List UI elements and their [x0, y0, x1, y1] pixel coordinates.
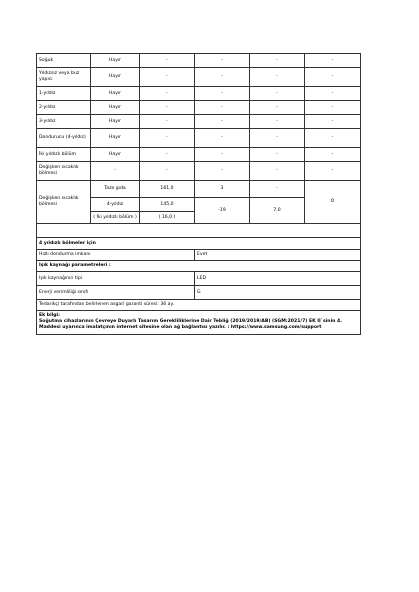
compartment-row [37, 115, 361, 129]
cell: 3 [195, 181, 250, 198]
compartment-cell: - [195, 54, 250, 68]
compartment-cell: Hayır [91, 148, 140, 162]
compartment-cell: - [140, 68, 195, 87]
compartment-cell: - [195, 68, 250, 87]
compartment-cell: - [140, 54, 195, 68]
compartment-cell: - [305, 148, 361, 162]
extra-info-title: Ek bilgi: [39, 313, 60, 318]
fast-freeze-value: Evet [195, 250, 361, 261]
light-type-label: Işık kaynağının tipi [37, 272, 195, 286]
compartment-row [37, 101, 361, 115]
compartment-row [37, 54, 361, 68]
compartment-cell: - [250, 129, 305, 148]
extra-info [37, 311, 361, 335]
compartment-cell: - [195, 87, 250, 101]
compartment-cell: - [140, 115, 195, 129]
light-header: Işık kaynağı parametreleri : [37, 261, 361, 272]
compartment-cell: Hayır [91, 87, 140, 101]
compartment-row [37, 68, 361, 87]
compartment-cell: - [250, 54, 305, 68]
compartment-cell: Hayır [91, 54, 140, 68]
compartment-cell: - [305, 115, 361, 129]
compartment-cell: Hayır [91, 68, 140, 87]
compartment-row [37, 87, 361, 101]
compartment-cell: - [195, 129, 250, 148]
product-info-sheet [36, 53, 360, 335]
compartment-label: 2-yıldız [37, 101, 91, 115]
variable-label: Değişken sıcaklık bölmesi [37, 181, 91, 224]
compartment-label: Soğuk [37, 54, 91, 68]
fast-freeze-label: Hızlı dondurma imkanı [37, 250, 195, 261]
compartment-row [37, 162, 361, 181]
compartment-cell: - [140, 87, 195, 101]
compartment-cell: - [305, 129, 361, 148]
extra-info-text: Soğutma cihazlarının Çevreye Duyarlı Tasarım Gerekliliklerine Dair Tebliğ (2019/2019/AB) (SGM:2021/7) EK II`sinin 4. Maddesi uyarınca imalatçının internet sitesine olan ağ bağlantısı yazılır. : https://www.samsung.com/support [39, 319, 342, 330]
variable-sub-name: Taze gıda [91, 181, 140, 198]
compartment-label: Değişken sıcaklık bölmesi [37, 162, 91, 181]
compartment-label: Dondurucu (4-yıldız) [37, 129, 91, 148]
compartment-cell: - [305, 54, 361, 68]
compartment-label: İki yıldızlı bölüm [37, 148, 91, 162]
energy-class-label: Enerji verimliliği sınıfı [37, 286, 195, 300]
variable-v4: O [305, 181, 361, 224]
cell: 7,0 [250, 198, 305, 224]
compartment-cell: - [140, 148, 195, 162]
cell: 161,0 [140, 181, 195, 198]
cell: - [250, 181, 305, 198]
compartment-cell: - [305, 101, 361, 115]
compartment-cell: - [305, 68, 361, 87]
compartment-cell: - [195, 148, 250, 162]
compartment-row [37, 129, 361, 148]
cell: -19 [195, 198, 250, 224]
variable-sub-name: ( İki yıldızlı bölüm ) [91, 212, 140, 224]
energy-class-value: G [195, 286, 361, 300]
cell: 145,0 [140, 198, 195, 212]
light-type-value: LED [195, 272, 361, 286]
spacer-row [37, 224, 361, 238]
compartment-cell: - [140, 162, 195, 181]
compartment-cell: - [140, 101, 195, 115]
compartment-cell: - [250, 162, 305, 181]
compartment-cell: - [250, 115, 305, 129]
compartment-cell: - [250, 101, 305, 115]
variable-sub-name: 4-yıldız [91, 198, 140, 212]
compartment-label: 1-yıldız [37, 87, 91, 101]
compartment-cell: Hayır [91, 115, 140, 129]
spec-table [36, 53, 361, 335]
compartment-cell: - [250, 68, 305, 87]
compartment-label: 3-yıldız [37, 115, 91, 129]
compartment-cell: - [195, 115, 250, 129]
compartment-cell: - [195, 101, 250, 115]
compartment-row [37, 148, 361, 162]
compartment-cell: Hayır [91, 101, 140, 115]
compartment-label: Yıldızsız veya buz yapıcı [37, 68, 91, 87]
compartment-cell: Hayır [91, 129, 140, 148]
compartment-cell: - [250, 148, 305, 162]
compartment-cell: - [91, 162, 140, 181]
compartment-cell: - [250, 87, 305, 101]
compartment-cell: - [195, 162, 250, 181]
compartment-cell: - [140, 129, 195, 148]
four-star-header: 4 yıldızlı bölmeler için [37, 238, 361, 250]
cell: ( 16,0 ) [140, 212, 195, 224]
compartment-cell: - [305, 162, 361, 181]
warranty-text: Tedarikçi tarafından belirlenen asgari garanti süresi: 36 ay. [37, 300, 361, 311]
compartment-cell: - [305, 87, 361, 101]
